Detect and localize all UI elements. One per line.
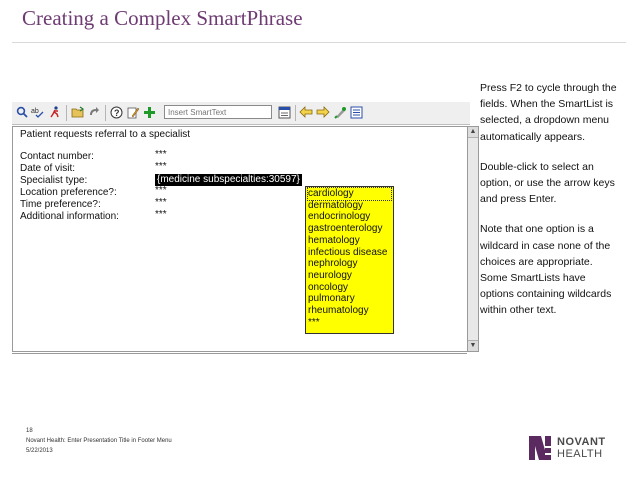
dropdown-option-dermatology[interactable]: dermatology	[308, 199, 364, 211]
dropdown-option-infectious-disease[interactable]: infectious disease	[308, 246, 388, 258]
field-label-location-preference: Location preference?:	[20, 187, 117, 198]
field-value-location-preference[interactable]: ***	[155, 185, 167, 196]
page-number: 18	[26, 428, 33, 434]
field-label-date-of-visit: Date of visit:	[20, 163, 76, 174]
smartlist-dropdown[interactable]	[305, 186, 394, 334]
smartphrase-editor	[12, 100, 477, 352]
field-value-contact-number[interactable]: ***	[155, 149, 167, 160]
redo-icon[interactable]	[87, 105, 101, 119]
dropdown-option-pulmonary[interactable]: pulmonary	[308, 293, 355, 305]
open-folder-icon[interactable]	[70, 105, 84, 119]
footer-text: Novant Health: Enter Presentation Title in Footer Menu	[26, 438, 172, 444]
instruction-paragraph-2: Double-click to select an option, or use the arrow keys and press Enter.	[480, 160, 615, 206]
toolbar-separator	[105, 105, 106, 121]
dropdown-option-neurology[interactable]: neurology	[308, 269, 352, 281]
smarttext-input[interactable]	[164, 105, 272, 119]
title-divider	[12, 42, 626, 43]
dropdown-option-gastroenterology[interactable]: gastroenterology	[308, 223, 383, 235]
field-label-additional-information: Additional information:	[20, 211, 119, 222]
svg-text:?: ?	[113, 107, 119, 118]
field-value-date-of-visit[interactable]: ***	[155, 161, 167, 172]
instructions-panel	[480, 80, 620, 333]
field-label-time-preference: Time preference?:	[20, 199, 101, 210]
dropdown-option-endocrinology[interactable]: endocrinology	[308, 211, 371, 223]
toolbar-separator	[66, 105, 67, 121]
scroll-down-arrow-icon[interactable]: ▼	[469, 342, 477, 349]
spellcheck-icon[interactable]	[31, 105, 45, 119]
dropdown-option-hematology[interactable]: hematology	[308, 234, 360, 246]
field-value-time-preference[interactable]: ***	[155, 197, 167, 208]
footer-date: 5/22/2013	[26, 448, 53, 454]
edit-icon[interactable]	[126, 105, 140, 119]
novant-health-logo	[529, 436, 623, 462]
dropdown-option-nephrology[interactable]: nephrology	[308, 258, 358, 270]
dropdown-option-oncology[interactable]: oncology	[308, 281, 349, 293]
next-field-icon[interactable]	[316, 105, 330, 119]
run-icon[interactable]	[48, 105, 62, 119]
note-heading: Patient requests referral to a specialist	[20, 129, 191, 140]
field-value-additional-information[interactable]: ***	[155, 209, 167, 220]
add-icon[interactable]	[142, 105, 156, 119]
editor-scrollbar[interactable]	[467, 126, 479, 352]
field-label-specialist-type: Specialist type:	[20, 175, 88, 186]
toolbar-separator	[295, 105, 296, 121]
previous-field-icon[interactable]	[299, 105, 313, 119]
slide-footer	[26, 426, 172, 456]
search-icon[interactable]	[15, 105, 29, 119]
sign-icon[interactable]	[333, 105, 347, 119]
editor-bottom-border	[12, 353, 467, 354]
scroll-up-arrow-icon[interactable]: ▲	[468, 127, 478, 138]
smartlist-field-specialist-type[interactable]: {medicine subspecialties:30597}	[157, 174, 300, 185]
dropdown-option-wildcard[interactable]: ***	[308, 316, 320, 328]
dropdown-option-rheumatology[interactable]: rheumatology	[308, 305, 369, 317]
dropdown-option-cardiology[interactable]: cardiology	[307, 187, 392, 201]
novant-logo-mark-icon	[529, 436, 551, 460]
note-text-area[interactable]	[12, 126, 467, 352]
instruction-paragraph-1: Press F2 to cycle through the fields. When the SmartList is selected, a dropdown menu automatically appears.	[480, 82, 617, 143]
slide-title: Creating a Complex SmartPhrase	[22, 6, 303, 30]
logo-text-health: HEALTH	[557, 448, 603, 460]
help-icon[interactable]	[109, 105, 123, 119]
logo-text-novant: NOVANT	[557, 436, 606, 448]
svg-text:ab: ab	[31, 108, 39, 115]
list-icon[interactable]	[349, 105, 363, 119]
editor-toolbar	[12, 102, 470, 125]
instruction-paragraph-3: Note that one option is a wildcard in case none of the choices are appropriate. Some SmartLists have options containing wildcards within other text.	[480, 223, 612, 317]
document-icon[interactable]	[277, 105, 291, 119]
field-label-contact-number: Contact number:	[20, 151, 94, 162]
